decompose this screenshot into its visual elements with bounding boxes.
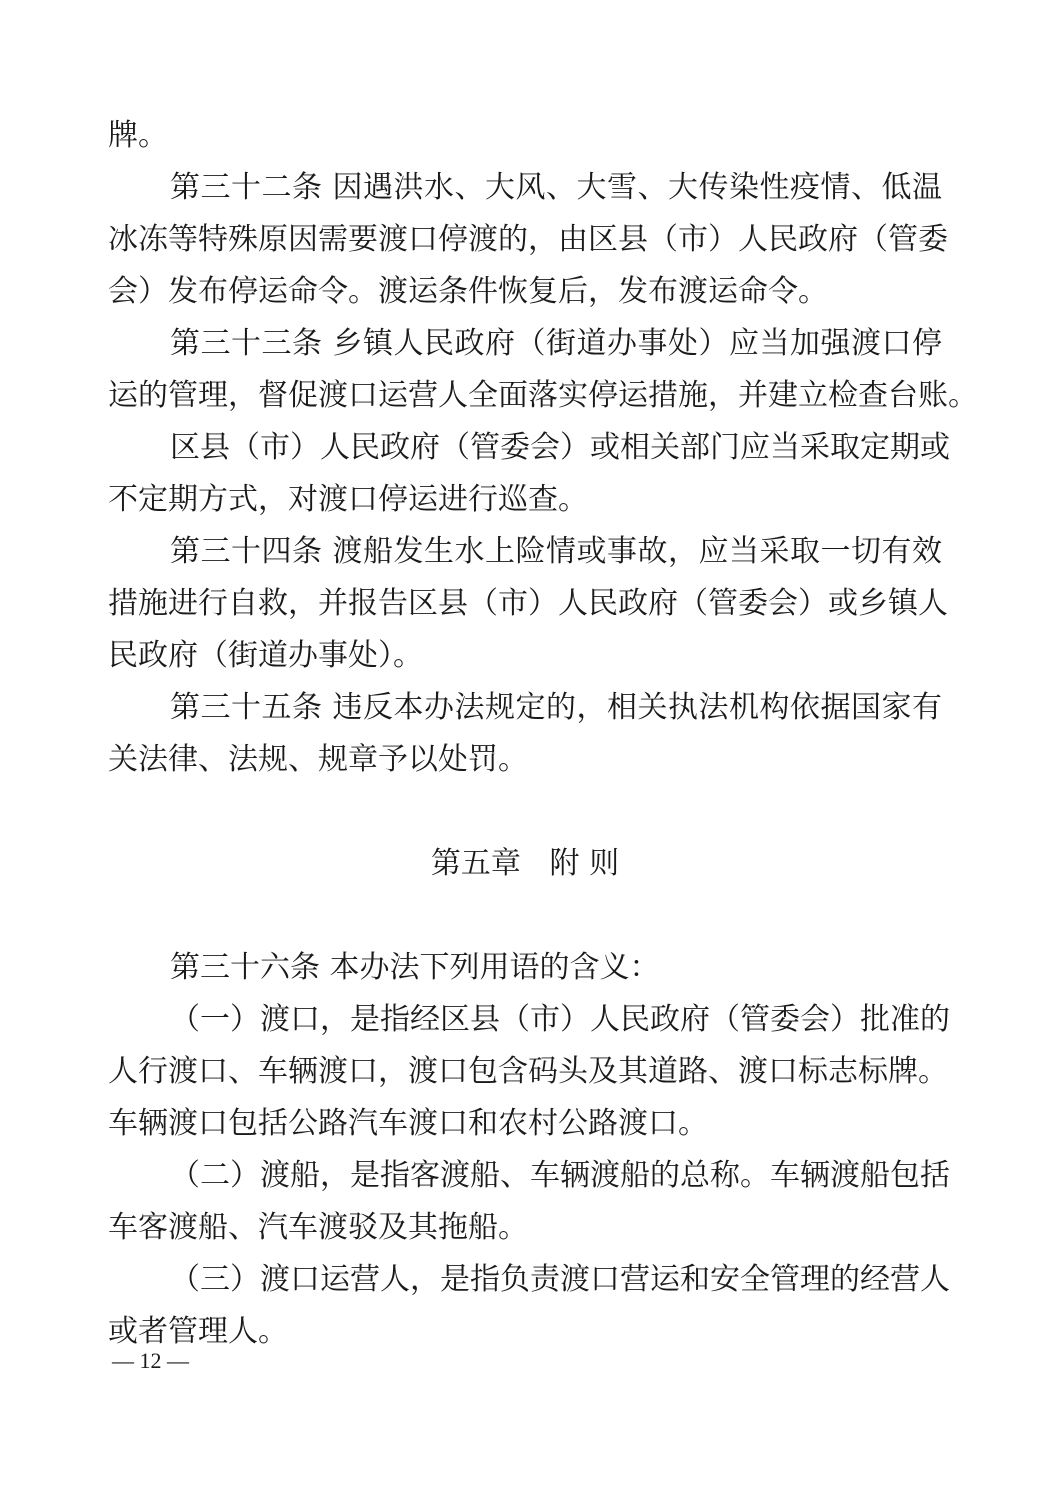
text-line: 民政府（街道办事处）。: [108, 638, 423, 673]
text-line: 人行渡口、车辆渡口，渡口包含码头及其道路、渡口标志标牌。: [108, 1054, 948, 1089]
text-line: 区县（市）人民政府（管委会）或相关部门应当采取定期或: [170, 430, 950, 465]
chapter-heading: 第五章 附 则: [430, 846, 620, 881]
section-after-chapter: [108, 942, 950, 1358]
document-body: [108, 110, 978, 1358]
text-line: 车客渡船、汽车渡驳及其拖船。: [108, 1210, 528, 1245]
text-line: （一）渡口，是指经区县（市）人民政府（管委会）批准的: [170, 1002, 950, 1037]
text-line: （二）渡船，是指客渡船、车辆渡船的总称。车辆渡船包括: [170, 1158, 950, 1193]
text-line: （三）渡口运营人，是指负责渡口营运和安全管理的经营人: [170, 1262, 950, 1297]
text-line: 第三十六条 本办法下列用语的含义：: [170, 950, 660, 985]
text-line: 第三十五条 违反本办法规定的，相关执法机构依据国家有: [170, 690, 942, 725]
text-line: 或者管理人。: [108, 1314, 288, 1349]
text-line: 会）发布停运命令。渡运条件恢复后，发布渡运命令。: [108, 274, 828, 309]
text-line: 运的管理，督促渡口运营人全面落实停运措施，并建立检查台账。: [108, 378, 978, 413]
text-line: 第三十二条 因遇洪水、大风、大雪、大传染性疫情、低温: [170, 170, 942, 205]
text-line: 车辆渡口包括公路汽车渡口和农村公路渡口。: [108, 1106, 708, 1141]
text-line: 不定期方式，对渡口停运进行巡查。: [108, 482, 588, 517]
page-number: — 12 —: [112, 1348, 189, 1373]
text-line: 关法律、法规、规章予以处罚。: [108, 742, 528, 777]
text-line: 牌。: [108, 118, 168, 153]
text-line: 措施进行自救，并报告区县（市）人民政府（管委会）或乡镇人: [108, 586, 948, 621]
text-line: 第三十三条 乡镇人民政府（街道办事处）应当加强渡口停: [170, 326, 942, 361]
text-line: 冰冻等特殊原因需要渡口停渡的，由区县（市）人民政府（管委: [108, 222, 948, 257]
text-line: 第三十四条 渡船发生水上险情或事故，应当采取一切有效: [170, 534, 942, 569]
section-before-chapter: [108, 110, 978, 786]
